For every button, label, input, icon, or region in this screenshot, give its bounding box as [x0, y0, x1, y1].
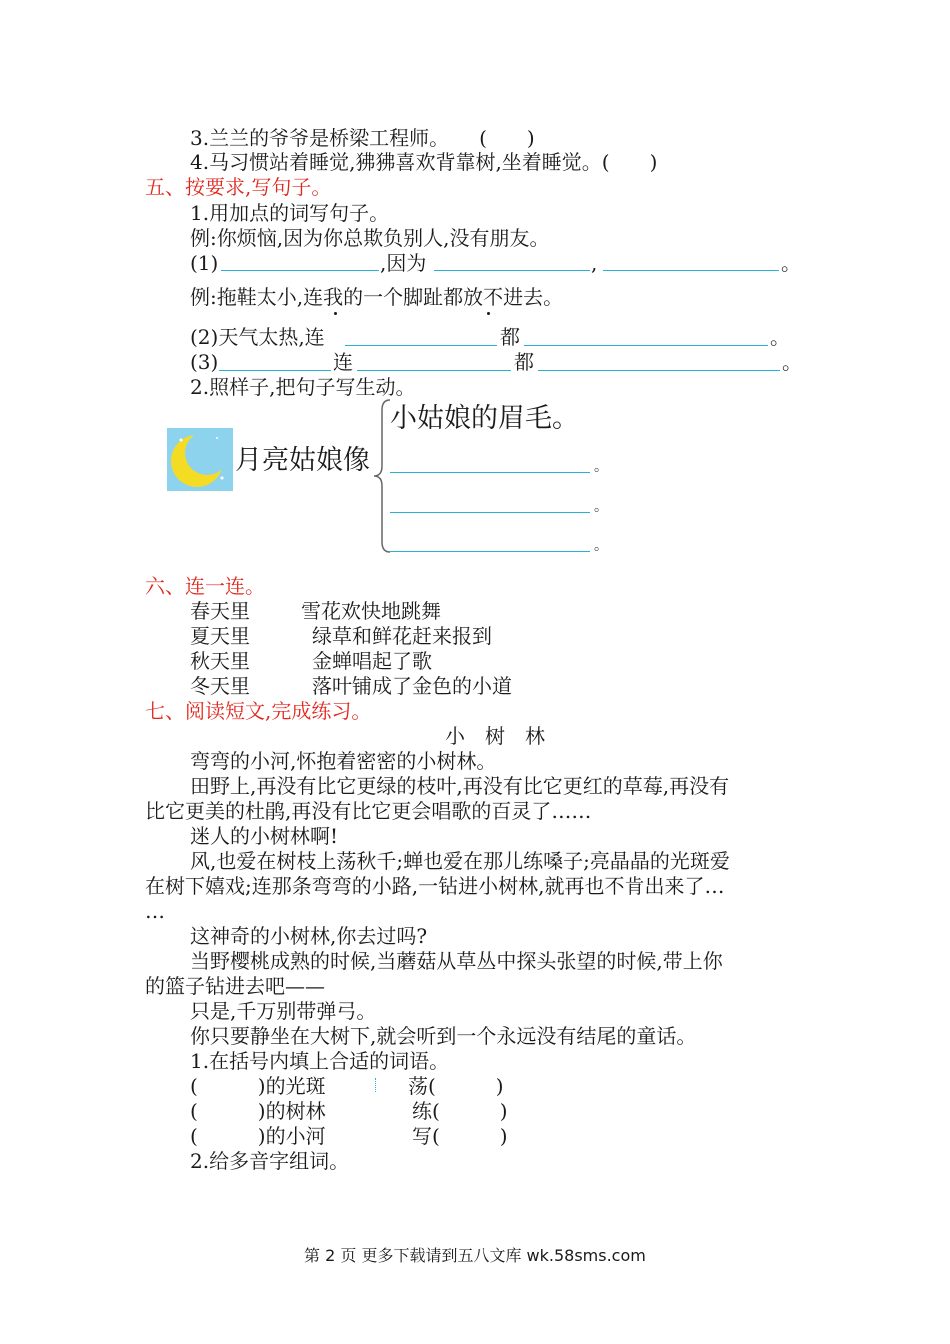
example-2-part-c: 放不进去。 [463, 285, 564, 309]
answer-blank[interactable] [390, 512, 590, 513]
answer-blank[interactable] [345, 345, 497, 346]
passage-line: 风,也爱在树枝上荡秋千;蝉也爱在那儿练嗓子;亮晶晶的光斑爱 [190, 849, 730, 873]
fill-item[interactable]: 荡( ) [408, 1074, 504, 1098]
fill-item[interactable]: 写( ) [412, 1124, 508, 1148]
period-mark: 。 [594, 459, 608, 475]
answer-blank[interactable] [538, 370, 780, 371]
example-2-part-a: 例:拖鞋太小, [190, 285, 304, 309]
phrase-item[interactable]: 雪花欢快地跳舞 [301, 599, 441, 623]
item-2-end: 。 [770, 325, 790, 349]
passage-line: 弯弯的小河,怀抱着密密的小树林。 [190, 749, 497, 773]
passage-line: 这神奇的小树林,你去过吗? [190, 924, 428, 948]
passage-line: 比它更美的杜鹃,再没有比它更会唱歌的百灵了…… [145, 799, 592, 823]
answer-blank[interactable] [390, 551, 590, 552]
moon-example: 小姑娘的眉毛。 [390, 403, 579, 434]
passage-line: 当野樱桃成熟的时候,当蘑菇从草丛中探头张望的时候,带上你 [190, 949, 723, 973]
period-mark: 。 [594, 499, 608, 515]
phrase-item[interactable]: 金蝉唱起了歌 [312, 649, 432, 673]
item-3-end: 。 [782, 350, 802, 374]
answer-blank[interactable] [390, 472, 590, 473]
answer-blank[interactable] [221, 270, 379, 271]
phrase-item[interactable]: 绿草和鲜花赶来报到 [312, 624, 492, 648]
moon-image [167, 428, 233, 491]
passage-line: 的篮子钻进去吧—— [145, 974, 325, 998]
passage-line: 你只要静坐在大树下,就会听到一个永远没有结尾的童话。 [190, 1024, 697, 1048]
item-1-end: 。 [781, 251, 801, 275]
task-7-1: 1.在括号内填上合适的词语。 [190, 1049, 450, 1073]
task-5-1: 1.用加点的词写句子。 [190, 201, 390, 225]
crescent-moon-icon [167, 428, 233, 491]
item-1-number: (1) [190, 251, 219, 275]
passage-line: 只是,千万别带弹弓。 [190, 999, 377, 1023]
dotted-word-dou: 都 [443, 285, 464, 309]
period-mark: 。 [594, 538, 608, 554]
fill-item[interactable]: ( )的光斑 [190, 1074, 326, 1098]
section-7-heading: 七、阅读短文,完成练习。 [145, 699, 372, 723]
season-item[interactable]: 夏天里 [190, 624, 250, 648]
answer-blank[interactable] [603, 270, 779, 271]
item-1-comma: , [591, 251, 598, 275]
divider [375, 1078, 376, 1092]
item-3-number: (3) [190, 350, 219, 374]
emphasis-dot [487, 312, 490, 315]
season-item[interactable]: 春天里 [190, 599, 250, 623]
example-2 [190, 285, 563, 309]
item-3-lian: 连 [333, 350, 353, 374]
season-item[interactable]: 秋天里 [190, 649, 250, 673]
answer-blank[interactable] [219, 370, 331, 371]
judge-item-3: 3.兰兰的爷爷是桥梁工程师。 ( ) [190, 126, 535, 150]
passage-line: 迷人的小树林啊! [190, 824, 339, 848]
dotted-word-lian: 连 [303, 285, 324, 309]
season-item[interactable]: 冬天里 [190, 674, 250, 698]
section-6-heading: 六、连一连。 [145, 574, 265, 598]
fill-item[interactable]: ( )的树林 [190, 1099, 326, 1123]
fill-item[interactable]: ( )的小河 [190, 1124, 326, 1148]
fill-item[interactable]: 练( ) [412, 1099, 508, 1123]
curly-brace-icon [372, 398, 392, 554]
item-2-dou: 都 [500, 325, 520, 349]
passage-line: 在树下嬉戏;连那条弯弯的小路,一钻进小树林,就再也不肯出来了… [145, 874, 725, 898]
item-2-prefix: (2)天气太热,连 [190, 325, 325, 349]
passage-title: 小 树 林 [445, 724, 545, 748]
task-5-2: 2.照样子,把句子写生动。 [190, 375, 416, 399]
phrase-item[interactable]: 落叶铺成了金色的小道 [312, 674, 512, 698]
moon-label: 月亮姑娘像 [235, 445, 370, 476]
task-7-2: 2.给多音字组词。 [190, 1149, 350, 1173]
judge-item-4: 4.马习惯站着睡觉,狒狒喜欢背靠树,坐着睡觉。( ) [190, 150, 658, 174]
example-1: 例:你烦恼,因为你总欺负别人,没有朋友。 [190, 226, 550, 250]
emphasis-dot [334, 312, 337, 315]
answer-blank[interactable] [524, 345, 768, 346]
passage-line: … [145, 899, 165, 923]
item-1-because: ,因为 [380, 251, 427, 275]
section-5-heading: 五、按要求,写句子。 [145, 175, 332, 199]
page-footer: 第 2 页 更多下载请到五八文库 wk.58sms.com [304, 1246, 646, 1265]
answer-blank[interactable] [357, 370, 511, 371]
answer-blank[interactable] [434, 270, 590, 271]
example-2-part-b: 我的一个脚趾 [323, 285, 444, 309]
passage-line: 田野上,再没有比它更绿的枝叶,再没有比它更红的草莓,再没有 [190, 774, 730, 798]
item-3-dou: 都 [514, 350, 534, 374]
